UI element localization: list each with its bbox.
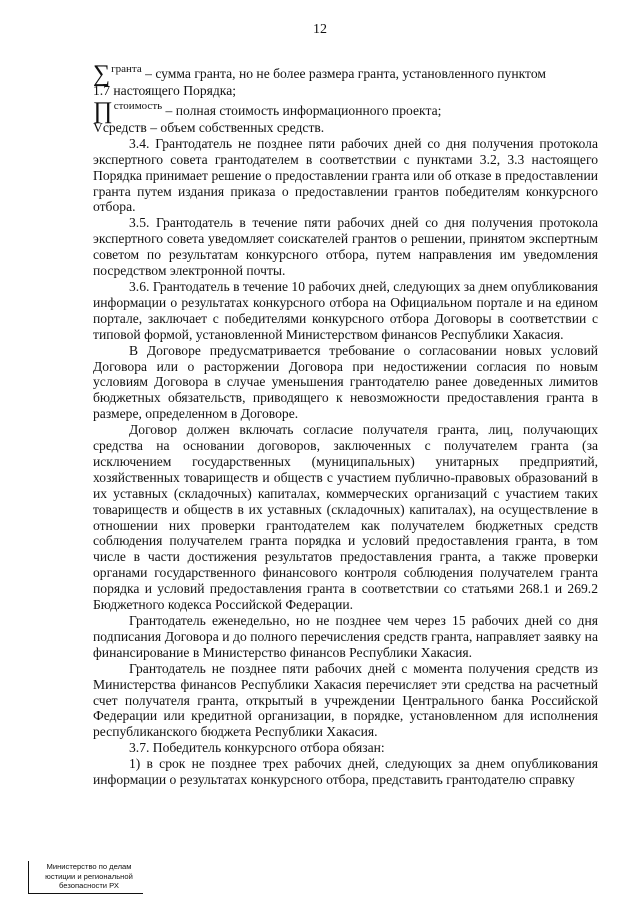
document-body xyxy=(93,62,598,788)
page-number: 12 xyxy=(313,22,327,37)
paragraph-funds-transfer: Грантодатель не позднее пяти рабочих дней с момента получения средств из Министерства финансов Республики Хакасия перечисляет эти средства на расчетный счет получателя гранта, открытый в учреждении Центрального банка Российской Федерации или кредитной организации, в порядке, установленном для исполнения республиканского бюджета Республики Хакасия. xyxy=(93,660,598,740)
formula-sum-text: – сумма гранта, но не более размера гранта, установленного пунктом xyxy=(145,66,546,81)
sum-subscript: гранта xyxy=(111,63,142,75)
paragraph-agreement-terms: В Договоре предусматривается требование о согласовании новых условий Договора или о расторжении Договора при недостижении согласия по новым условиям Договора в случае уменьшения грантодателю ранее доведенных лимитов бюджетных обязательств, приводящего к невозможности предоставления гранта в размере, определенном в Договоре. xyxy=(93,342,598,422)
paragraph-3-4: 3.4. Грантодатель не позднее пяти рабочих дней со дня получения протокола экспертного совета грантодателем в соответствии с пунктами 3.2, 3.3 настоящего Порядка принимает решение о предоставлении гранта или об отказе в предоставлении гранта путем издания приказа о предоставлении грантов победителям конкурсного отбора. xyxy=(93,135,598,215)
paragraph-3-7: 3.7. Победитель конкурсного отбора обязан: xyxy=(129,740,385,756)
sum-symbol: ∑ xyxy=(93,61,111,87)
stamp-line-3: безопасности РХ xyxy=(59,881,119,891)
product-subscript: стоимость xyxy=(113,99,163,112)
formula-product-cost xyxy=(93,97,598,124)
paragraph-3-6: 3.6. Грантодатель в течение 10 рабочих дней, следующих за днем опубликования информации о результатах конкурсного отбора на Официальном портале и на едином портале, заключает с победителями конкурсного отбора Договоры в соответствии с типовой формой, установленной Министерством финансов Республики Хакасия. xyxy=(93,278,598,342)
formula-sum-grant xyxy=(93,61,598,87)
paragraph-agreement-consent: Договор должен включать согласие получателя гранта, лиц, получающих средства на основании договоров, заключенных с получателем гранта (за исключением государственных (муниципальных) унитарных предприятий, хозяйственных товариществ и обществ с участием публично-правовых образований в их уставных (складочных) капиталах, коммерческих организаций с участием таких товариществ и обществ в их уставных (складочных) капиталах), на осуществление в отношении них проверки грантодателем как получателем бюджетных средств соблюдения получателем гранта порядка и условий предоставления гранта, в том числе в части достижения результатов предоставления гранта, а также проверки органами государственного финансового контроля соблюдения получателем гранта порядка и условий предоставления гранта в соответствии со статьями 268.1 и 269.2 Бюджетного кодекса Российской Федерации. xyxy=(93,422,598,613)
paragraph-3-7-item-1: 1) в срок не позднее трех рабочих дней, следующих за днем опубликования информации о результатах конкурсного отбора, представить грантодателю справку xyxy=(93,756,598,788)
stamp-line-1: Министерство по делам xyxy=(46,862,132,871)
paragraph-3-5: 3.5. Грантодатель в течение пяти рабочих дней со дня получения протокола экспертного совета уведомляет соискателей грантов о решении, принятом экспертным советом по результатам конкурсного отбора, путем направления им уведомления посредством электронной почты. xyxy=(93,215,598,279)
formula-sum-continuation: 1.7 настоящего Порядка; xyxy=(93,83,237,98)
formula-product-text: – полная стоимость информационного проекта; xyxy=(165,102,442,118)
stamp-line-2: юстиции и региональной xyxy=(45,871,133,881)
formula-volume: Vсредств – объем собственных средств. xyxy=(93,119,325,135)
product-symbol: ∏ xyxy=(93,97,113,124)
paragraph-funding-request: Грантодатель еженедельно, но не позднее чем через 15 рабочих дней со дня подписания Договора и до полного перечисления средств гранта, направляет заявку на финансирование в Министерство финансов Республики Хакасия. xyxy=(93,613,598,660)
ministry-stamp xyxy=(28,861,143,894)
